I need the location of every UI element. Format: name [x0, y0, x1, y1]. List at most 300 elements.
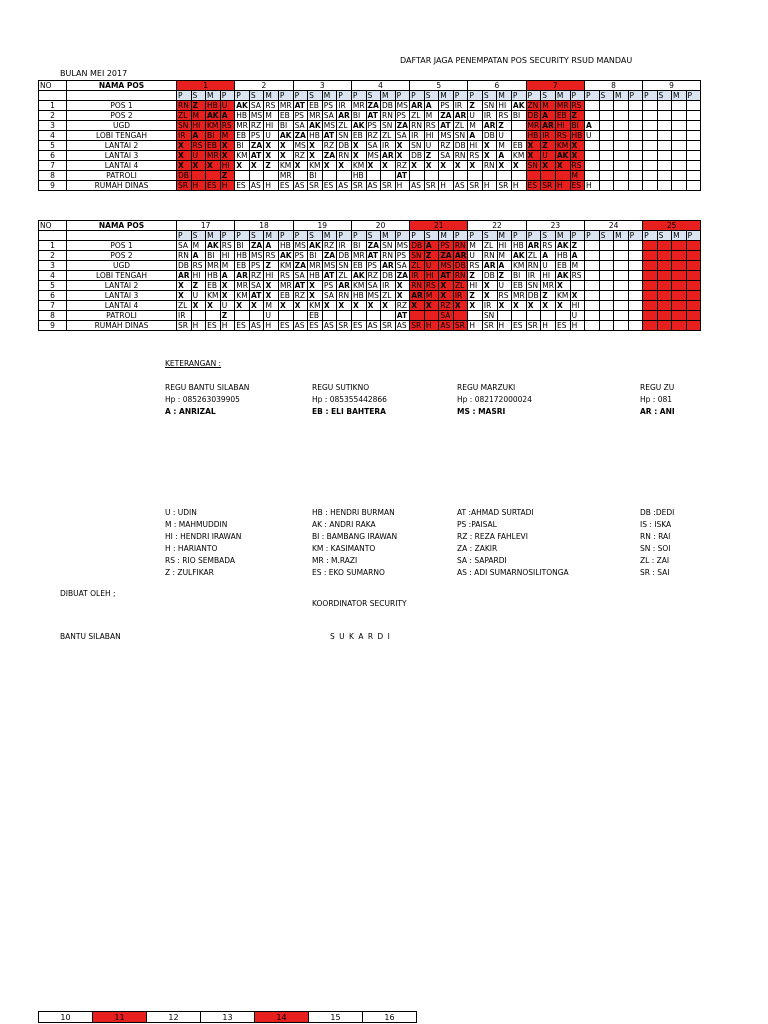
shift-cell: X: [526, 151, 541, 161]
shift-cell: MS: [250, 251, 263, 260]
row-number: 6: [39, 291, 67, 301]
day-header: 1: [177, 81, 235, 91]
shift-cell: A: [541, 111, 556, 121]
shift-cell: X: [482, 281, 497, 291]
shift-cell: RS: [191, 261, 206, 271]
shift-cell: HI: [541, 271, 556, 281]
shift-cell: SR: [381, 181, 396, 191]
shift-cell: PS: [439, 101, 454, 111]
shift-cell: H: [424, 321, 439, 331]
shift-cell: [585, 171, 600, 181]
shift-cell: [672, 311, 687, 321]
shift-cell: RS: [570, 161, 585, 171]
shift-cell: AK: [513, 251, 525, 260]
page-title: DAFTAR JAGA PENEMPATAN POS SECURITY RSUD MANDAU: [400, 56, 633, 65]
shift-cell: Z: [220, 311, 235, 321]
shift-cell: EB: [512, 281, 527, 291]
shift-cell: RN: [337, 151, 352, 161]
shift-cell: MS: [367, 151, 379, 160]
shift-cell: EB: [308, 311, 323, 321]
shift-cell: EB: [308, 101, 323, 111]
shift-cell: MR: [352, 101, 365, 110]
shift-header: M: [497, 231, 512, 241]
shift-header: S: [599, 231, 614, 241]
koordinator-label: KOORDINATOR SECURITY: [312, 599, 407, 608]
shift-cell: SA: [249, 101, 264, 111]
shift-cell: X: [293, 161, 308, 171]
day-header: 4: [351, 81, 409, 91]
shift-cell: [235, 311, 250, 321]
shift-cell: [672, 131, 687, 141]
shift-cell: [657, 121, 672, 131]
dibuat-oleh-label: DIBUAT OLEH ;: [60, 589, 116, 598]
shift-cell: M: [424, 291, 439, 301]
shift-cell: HB: [512, 241, 527, 251]
shift-cell: PS: [366, 121, 381, 131]
shift-cell: M: [191, 111, 206, 121]
shift-cell: ZA: [323, 251, 336, 260]
shift-cell: KM: [236, 291, 248, 300]
day-header: 6: [468, 81, 526, 91]
shift-cell: X: [220, 151, 235, 161]
shift-cell: [512, 311, 527, 321]
shift-cell: MR: [207, 151, 219, 160]
shift-cell: H: [555, 181, 570, 191]
shift-cell: AR: [411, 291, 423, 300]
shift-cell: [686, 121, 701, 131]
shift-cell: KM: [512, 151, 525, 160]
shift-cell: X: [264, 141, 279, 151]
shift-cell: X: [395, 281, 410, 291]
shift-cell: U: [497, 281, 512, 291]
shift-cell: X: [381, 161, 396, 171]
shift-cell: [686, 171, 701, 181]
pos-name: UGD: [67, 121, 177, 131]
shift-cell: IR: [410, 271, 425, 281]
shift-cell: RN: [482, 161, 497, 171]
shift-cell: M: [424, 111, 439, 121]
shift-cell: MR: [542, 281, 554, 290]
table-row: [39, 251, 716, 261]
table-row: [39, 151, 716, 161]
shift-cell: [657, 251, 672, 261]
shift-cell: [614, 181, 629, 191]
shift-cell: [322, 311, 337, 321]
shift-cell: PS: [322, 101, 337, 111]
shift-cell: U: [424, 141, 439, 151]
shift-cell: X: [424, 161, 439, 171]
shift-header: S: [424, 231, 439, 241]
shift-cell: X: [206, 301, 221, 311]
shift-cell: HB: [570, 131, 585, 141]
shift-cell: [614, 261, 629, 271]
shift-header: S: [249, 91, 264, 101]
shift-header: S: [424, 91, 439, 101]
shift-cell: Z: [220, 171, 235, 181]
shift-cell: IR: [482, 111, 497, 121]
shift-cell: IR: [453, 101, 468, 111]
shift-cell: SR: [526, 321, 541, 331]
shift-cell: AT: [249, 291, 264, 301]
shift-cell: KM: [207, 121, 219, 130]
table-row: [39, 141, 716, 151]
shift-cell: [657, 101, 672, 111]
pos-name: RUMAH DINAS: [67, 321, 177, 331]
shift-cell: X: [453, 161, 468, 171]
shift-header: P: [278, 231, 293, 241]
shift-cell: [643, 101, 658, 111]
shift-cell: RS: [191, 141, 206, 151]
shift-cell: H: [468, 321, 483, 331]
shift-cell: HI: [555, 121, 570, 131]
shift-cell: [686, 181, 701, 191]
code-entry: AK : ANDRI RAKA: [312, 520, 376, 529]
shift-cell: MR: [207, 261, 219, 270]
shift-cell: [614, 131, 629, 141]
shift-cell: X: [439, 161, 454, 171]
shift-cell: [599, 131, 614, 141]
row-number: 8: [39, 171, 67, 181]
shift-cell: X: [439, 281, 454, 291]
row-number: 3: [39, 261, 67, 271]
shift-cell: Z: [264, 161, 279, 171]
shift-cell: X: [395, 151, 410, 161]
shift-header: M: [264, 231, 279, 241]
code-entry: HI : HENDRI IRAWAN: [165, 532, 242, 541]
shift-cell: HB: [278, 241, 293, 251]
shift-cell: BI: [308, 251, 323, 261]
shift-header: S: [308, 231, 323, 241]
day-header: 9: [643, 81, 701, 91]
shift-cell: X: [191, 301, 206, 311]
shift-cell: [585, 241, 600, 251]
shift-cell: RN: [453, 151, 468, 161]
code-entry: H : HARIANTO: [165, 544, 218, 553]
shift-cell: ES: [570, 181, 585, 191]
row-number: 7: [39, 301, 67, 311]
shift-cell: M: [468, 241, 483, 251]
shift-cell: ES: [278, 321, 293, 331]
shift-header: P: [686, 91, 701, 101]
pos-name: PATROLI: [67, 311, 177, 321]
shift-cell: X: [351, 141, 366, 151]
shift-cell: [599, 151, 614, 161]
shift-cell: [628, 321, 643, 331]
shift-cell: SA: [395, 131, 410, 141]
shift-cell: [643, 171, 658, 181]
code-entry: BI : BAMBANG IRAWAN: [312, 532, 398, 541]
shift-cell: KM: [236, 151, 248, 160]
shift-cell: H: [191, 321, 206, 331]
shift-cell: X: [293, 301, 308, 311]
shift-cell: [599, 261, 614, 271]
shift-cell: [614, 141, 629, 151]
shift-cell: AR: [236, 271, 248, 280]
shift-cell: SN: [337, 261, 352, 271]
shift-cell: BI: [570, 121, 585, 131]
shift-cell: X: [308, 141, 323, 151]
regu-regu: REGU MARZUKI: [457, 383, 516, 392]
shift-header: P: [293, 231, 308, 241]
shift-cell: [599, 281, 614, 291]
shift-cell: MS: [440, 261, 452, 270]
shift-cell: A: [585, 121, 600, 131]
shift-cell: AR: [483, 121, 496, 130]
shift-cell: X: [511, 161, 526, 171]
shift-cell: HI: [220, 251, 235, 261]
signature-right: S U K A R D I: [330, 632, 391, 641]
pos-name: LANTAI 4: [67, 301, 177, 311]
table-row: [39, 321, 716, 331]
regu-leader: EB : ELI BAHTERA: [312, 407, 386, 416]
shift-cell: AK: [512, 101, 525, 110]
pos-name: PATROLI: [67, 171, 177, 181]
table-row: [39, 181, 716, 191]
shift-header: M: [381, 91, 396, 101]
shift-cell: PS: [395, 251, 410, 261]
shift-cell: SN: [410, 141, 425, 151]
shift-cell: RS: [264, 101, 279, 111]
pos-name: POS 1: [67, 241, 177, 251]
shift-cell: U: [541, 151, 556, 161]
shift-cell: X: [308, 151, 323, 161]
shift-cell: RN: [410, 121, 425, 131]
shift-cell: [628, 241, 643, 251]
shift-cell: [657, 131, 672, 141]
shift-cell: ZL: [337, 271, 352, 281]
shift-cell: AK: [309, 121, 321, 130]
shift-cell: H: [570, 321, 585, 331]
shift-cell: [497, 171, 512, 181]
shift-cell: BI: [206, 131, 221, 141]
shift-header: P: [395, 91, 410, 101]
shift-cell: SN: [526, 161, 541, 171]
code-entry: HB : HENDRI BURMAN: [312, 508, 395, 517]
shift-header: P: [643, 231, 658, 241]
shift-cell: Z: [264, 261, 279, 271]
shift-header: P: [453, 231, 468, 241]
shift-cell: DB: [410, 151, 425, 161]
shift-header: P: [177, 231, 192, 241]
shift-cell: DB: [453, 141, 468, 151]
shift-cell: A: [424, 101, 439, 111]
shift-cell: DB: [526, 111, 541, 121]
shift-cell: DB: [177, 261, 192, 271]
shift-cell: [614, 111, 629, 121]
shift-cell: [614, 171, 629, 181]
shift-cell: X: [220, 291, 235, 301]
shift-cell: HI: [264, 271, 279, 281]
schedule-table-2: [38, 220, 716, 331]
shift-cell: IR: [337, 241, 352, 251]
day-header: 7: [526, 81, 584, 91]
day-header: 21: [410, 221, 468, 231]
shift-header: M: [206, 231, 221, 241]
shift-cell: [453, 311, 468, 321]
shift-cell: IR: [381, 281, 396, 291]
code-entry: SR : SAI: [640, 568, 670, 577]
shift-cell: X: [468, 301, 483, 311]
shift-cell: [672, 161, 687, 171]
shift-cell: SR: [177, 321, 192, 331]
blank-cell: [39, 231, 67, 241]
pos-name: RUMAH DINAS: [67, 181, 177, 191]
shift-cell: BI: [511, 111, 526, 121]
shift-cell: [293, 171, 308, 181]
shift-header: P: [235, 91, 250, 101]
shift-cell: [585, 261, 600, 271]
shift-header: P: [337, 231, 352, 241]
shift-cell: HI: [570, 301, 585, 311]
shift-cell: ES: [235, 321, 250, 331]
shift-cell: [628, 181, 643, 191]
shift-cell: [643, 291, 658, 301]
shift-cell: EB: [278, 111, 293, 121]
shift-cell: RZ: [439, 141, 454, 151]
shift-cell: U: [541, 261, 556, 271]
shift-cell: M: [570, 171, 585, 181]
shift-cell: SA: [395, 261, 410, 271]
shift-cell: SR: [482, 321, 497, 331]
shift-cell: [657, 161, 672, 171]
shift-cell: [511, 131, 526, 141]
shift-cell: [526, 311, 541, 321]
shift-cell: AS: [410, 181, 425, 191]
shift-cell: X: [264, 151, 279, 161]
shift-cell: A: [468, 131, 483, 141]
shift-header: S: [657, 231, 672, 241]
code-entry: DB :DEDI: [640, 508, 675, 517]
shift-header: M: [672, 231, 687, 241]
shift-header: M: [614, 91, 629, 101]
shift-cell: BI: [308, 171, 323, 181]
shift-cell: ZA: [367, 101, 379, 110]
shift-cell: RS: [555, 131, 570, 141]
regu-regu: REGU ZU: [640, 383, 675, 392]
shift-cell: PS: [366, 261, 381, 271]
pos-name: LOBI TENGAH: [67, 131, 177, 141]
shift-cell: RZ: [293, 291, 308, 301]
shift-cell: [497, 311, 512, 321]
shift-cell: [657, 271, 672, 281]
shift-cell: X: [453, 301, 468, 311]
shift-header: P: [628, 91, 643, 101]
shift-header: M: [264, 91, 279, 101]
shift-cell: HI: [424, 271, 439, 281]
shift-cell: RS: [468, 151, 483, 161]
shift-cell: DB: [337, 251, 352, 261]
shift-cell: [628, 141, 643, 151]
shift-cell: U: [585, 131, 600, 141]
bottom-day-cell: 15: [309, 1012, 363, 1023]
shift-cell: AR: [178, 271, 190, 280]
shift-cell: X: [541, 161, 556, 171]
shift-cell: AS: [337, 181, 352, 191]
shift-cell: X: [410, 161, 425, 171]
row-number: 2: [39, 111, 67, 121]
shift-cell: [599, 141, 614, 151]
shift-cell: RN: [453, 271, 468, 281]
shift-cell: [482, 171, 497, 181]
shift-cell: X: [337, 161, 352, 171]
shift-cell: [628, 291, 643, 301]
shift-cell: [628, 311, 643, 321]
shift-cell: ZA: [367, 241, 379, 250]
shift-cell: X: [512, 301, 527, 311]
shift-header: P: [351, 231, 366, 241]
shift-cell: AK: [309, 241, 321, 250]
shift-cell: X: [395, 291, 410, 301]
shift-cell: AR: [483, 261, 496, 270]
shift-header: P: [526, 91, 541, 101]
shift-cell: ZA: [396, 121, 408, 130]
shift-cell: ZL: [381, 291, 396, 301]
shift-cell: H: [585, 181, 600, 191]
regu-leader: A : ANRIZAL: [165, 407, 216, 416]
shift-cell: X: [177, 161, 192, 171]
shift-cell: AS: [366, 321, 381, 331]
shift-cell: [585, 141, 600, 151]
shift-cell: [585, 271, 600, 281]
shift-header: P: [468, 91, 483, 101]
shift-cell: [278, 311, 293, 321]
shift-cell: [599, 181, 614, 191]
shift-cell: X: [381, 301, 396, 311]
shift-cell: ZL: [453, 121, 468, 131]
shift-cell: AS: [249, 181, 264, 191]
shift-cell: AT: [293, 101, 308, 111]
bottom-day-cell: 13: [201, 1012, 255, 1023]
shift-cell: MS: [250, 111, 263, 120]
shift-cell: [511, 171, 526, 181]
shift-cell: Z: [191, 281, 206, 291]
schedule-table-1: [38, 80, 716, 191]
shift-cell: X: [570, 151, 585, 161]
shift-cell: KM: [513, 261, 525, 270]
shift-cell: MS: [396, 101, 408, 110]
shift-cell: [381, 311, 396, 321]
shift-header: P: [278, 91, 293, 101]
shift-cell: DB: [381, 101, 396, 111]
table-row: [39, 291, 716, 301]
shift-header: P: [337, 91, 352, 101]
shift-header: M: [614, 231, 629, 241]
shift-cell: EB: [511, 141, 526, 151]
shift-cell: IR: [337, 101, 352, 111]
shift-cell: X: [570, 291, 585, 301]
shift-cell: [672, 281, 687, 291]
shift-cell: M: [220, 261, 235, 271]
shift-cell: [672, 171, 687, 181]
shift-cell: PS: [249, 261, 264, 271]
shift-cell: M: [264, 111, 279, 121]
shift-cell: [599, 251, 614, 261]
shift-cell: U: [220, 101, 235, 111]
shift-cell: ES: [206, 321, 221, 331]
shift-header: S: [366, 231, 381, 241]
row-number: 2: [39, 251, 67, 261]
shift-cell: SN: [482, 311, 497, 321]
shift-cell: X: [177, 141, 192, 151]
shift-cell: AR: [382, 261, 394, 270]
shift-cell: [628, 131, 643, 141]
shift-header: P: [410, 231, 425, 241]
shift-cell: X: [424, 301, 439, 311]
shift-cell: X: [177, 291, 192, 301]
shift-cell: [672, 151, 687, 161]
shift-cell: EB: [555, 111, 570, 121]
shift-cell: [686, 281, 701, 291]
